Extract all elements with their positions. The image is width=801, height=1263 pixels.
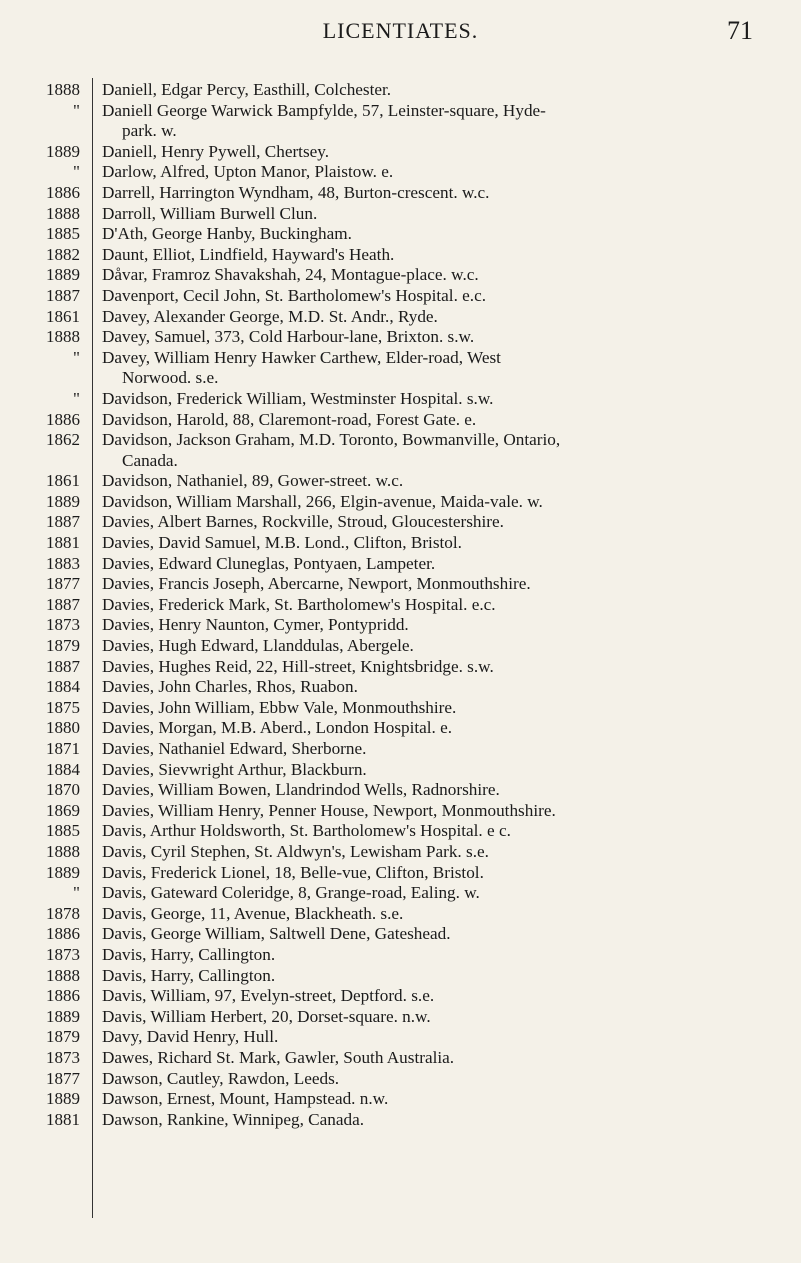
entry-text [102, 224, 782, 245]
entry-line: Davidson, Nathaniel, 89, Gower-street. w.c. [102, 471, 404, 491]
entry-line: Davey, William Henry Hawker Carthew, Elder-road, West [102, 347, 501, 367]
entry-year: " [73, 162, 80, 182]
entry-text [102, 615, 782, 636]
entry-line: Davis, Gateward Coleridge, 8, Grange-road, Ealing. w. [102, 883, 480, 903]
entry-line: Davidson, Frederick William, Westminster Hospital. s.w. [102, 388, 494, 408]
entry-row [0, 904, 801, 925]
entry-text [102, 286, 782, 307]
entry-line: Davis, Harry, Callington. [102, 965, 276, 985]
entry-line: Davis, George, 11, Avenue, Blackheath. s.e. [102, 903, 404, 923]
entry-year: 1878 [46, 903, 80, 923]
entry-row [0, 1110, 801, 1131]
entry-row [0, 986, 801, 1007]
entry-year: 1885 [46, 821, 80, 841]
entry-row [0, 471, 801, 492]
entry-year: " [73, 100, 80, 120]
entry-text [102, 245, 782, 266]
entry-row [0, 842, 801, 863]
entry-line: Dawes, Richard St. Mark, Gawler, South Australia. [102, 1047, 455, 1067]
entry-row [0, 1007, 801, 1028]
entry-year: 1889 [46, 141, 80, 161]
entry-text [102, 554, 782, 575]
entry-year: 1873 [46, 1047, 80, 1067]
entry-year: 1880 [46, 718, 80, 738]
entry-row [0, 966, 801, 987]
entry-line: Davis, George William, Saltwell Dene, Gateshead. [102, 924, 451, 944]
entry-line: Daunt, Elliot, Lindfield, Hayward's Heath. [102, 244, 395, 264]
entry-line: Davies, Nathaniel Edward, Sherborne. [102, 739, 367, 758]
entry-year: " [73, 347, 80, 367]
entry-row [0, 739, 801, 760]
entry-line: Darroll, William Burwell Clun. [102, 203, 318, 223]
entry-row [0, 204, 801, 225]
entry-line: Davies, Hughes Reid, 22, Hill-street, Knightsbridge. s.w. [102, 656, 494, 676]
entry-text [102, 842, 782, 863]
entry-row [0, 410, 801, 431]
entry-row [0, 533, 801, 554]
entry-row [0, 512, 801, 533]
entry-text [102, 739, 782, 760]
entry-line: Davey, Alexander George, M.D. St. Andr., Ryde. [102, 306, 438, 326]
entry-year: " [73, 883, 80, 903]
entry-row [0, 760, 801, 781]
entry-list [0, 80, 801, 1130]
entry-text [102, 348, 782, 389]
entry-year: 1886 [46, 182, 80, 202]
entry-text [102, 698, 782, 719]
entry-row [0, 265, 801, 286]
entry-year: 1886 [46, 409, 80, 429]
entry-text [102, 718, 782, 739]
entry-text [102, 863, 782, 884]
entry-text [102, 924, 782, 945]
entry-text [102, 204, 782, 225]
page-title: LICENTIATES. [322, 18, 479, 43]
entry-line: Dåvar, Framroz Shavakshah, 24, Montague-place. w.c. [102, 265, 479, 285]
entry-line: park. w. [122, 121, 177, 141]
entry-text [102, 101, 782, 142]
entry-text [102, 780, 782, 801]
entry-line: Davidson, Jackson Graham, M.D. Toronto, Bowmanville, Ontario, [102, 430, 561, 450]
entry-row [0, 224, 801, 245]
entry-year: 1861 [46, 306, 80, 326]
entry-year: 1884 [46, 677, 80, 697]
entry-text [102, 389, 782, 410]
entry-text [102, 904, 782, 925]
entry-row [0, 327, 801, 348]
entry-line: Daniell George Warwick Bampfylde, 57, Leinster-square, Hyde- [102, 100, 546, 120]
entry-row [0, 863, 801, 884]
entry-line: Davies, William Henry, Penner House, Newport, Monmouthshire. [102, 800, 556, 820]
entry-year: 1888 [46, 841, 80, 861]
entry-text [102, 986, 782, 1007]
entry-row [0, 698, 801, 719]
entry-row [0, 183, 801, 204]
entry-year: 1887 [46, 656, 80, 676]
entry-row [0, 80, 801, 101]
entry-row [0, 430, 801, 471]
entry-year: 1887 [46, 512, 80, 532]
entry-row [0, 389, 801, 410]
entry-text [102, 677, 782, 698]
entry-row [0, 142, 801, 163]
entry-text [102, 821, 782, 842]
entry-text [102, 1110, 782, 1131]
entry-row [0, 1027, 801, 1048]
entry-year: 1871 [46, 739, 80, 758]
entry-text [102, 1007, 782, 1028]
entry-row [0, 883, 801, 904]
entry-text [102, 183, 782, 204]
entry-year: 1869 [46, 800, 80, 820]
entry-text [102, 636, 782, 657]
entry-line: Darrell, Harrington Wyndham, 48, Burton-crescent. w.c. [102, 182, 490, 202]
entry-text [102, 801, 782, 822]
entry-year: 1886 [46, 986, 80, 1006]
entry-year: 1862 [46, 430, 80, 450]
entry-line: Norwood. s.e. [122, 368, 219, 388]
entry-text [102, 327, 782, 348]
entry-row [0, 636, 801, 657]
entry-year: 1889 [46, 1006, 80, 1026]
entry-row [0, 286, 801, 307]
entry-row [0, 657, 801, 678]
entry-text [102, 1089, 782, 1110]
entry-line: Davies, Francis Joseph, Abercarne, Newport, Monmouthshire. [102, 574, 531, 594]
entry-row [0, 348, 801, 389]
entry-text [102, 1048, 782, 1069]
entry-year: 1881 [46, 1109, 80, 1129]
entry-text [102, 883, 782, 904]
entry-year: 1888 [46, 965, 80, 985]
entry-line: Davis, William Herbert, 20, Dorset-square. n.w. [102, 1006, 431, 1026]
entry-year: 1881 [46, 533, 80, 553]
entry-line: Davies, Edward Cluneglas, Pontyaen, Lampeter. [102, 553, 436, 573]
entry-row [0, 101, 801, 142]
entry-line: Davey, Samuel, 373, Cold Harbour-lane, Brixton. s.w. [102, 327, 475, 347]
entry-line: Dawson, Cautley, Rawdon, Leeds. [102, 1068, 340, 1088]
entry-row [0, 780, 801, 801]
entry-year: 1889 [46, 491, 80, 511]
entry-text [102, 307, 782, 328]
entry-line: D'Ath, George Hanby, Buckingham. [102, 224, 352, 244]
entry-row [0, 718, 801, 739]
entry-year: 1873 [46, 615, 80, 635]
entry-year: 1889 [46, 265, 80, 285]
entry-line: Davies, John Charles, Rhos, Ruabon. [102, 677, 358, 697]
entry-year: 1870 [46, 780, 80, 800]
entry-line: Davis, Arthur Holdsworth, St. Bartholomew's Hospital. e c. [102, 821, 511, 841]
entry-year: 1888 [46, 203, 80, 223]
entry-text [102, 595, 782, 616]
entry-row [0, 924, 801, 945]
entry-text [102, 410, 782, 431]
entry-line: Davies, John William, Ebbw Vale, Monmouthshire. [102, 697, 457, 717]
entry-line: Darlow, Alfred, Upton Manor, Plaistow. e. [102, 162, 394, 182]
entry-text [102, 142, 782, 163]
entry-line: Daniell, Henry Pywell, Chertsey. [102, 141, 330, 161]
entry-text [102, 265, 782, 286]
entry-line: Davies, Hugh Edward, Llanddulas, Abergele. [102, 636, 414, 656]
entry-row [0, 821, 801, 842]
entry-text [102, 1027, 782, 1048]
entry-text [102, 512, 782, 533]
entry-year: 1889 [46, 1089, 80, 1109]
entry-line: Canada. [122, 450, 178, 470]
entry-year: 1884 [46, 759, 80, 779]
entry-text [102, 760, 782, 781]
entry-year: 1887 [46, 594, 80, 614]
entry-line: Daniell, Edgar Percy, Easthill, Colchester. [102, 80, 392, 99]
entry-line: Davies, David Samuel, M.B. Lond., Clifton, Bristol. [102, 533, 462, 553]
entry-text [102, 966, 782, 987]
entry-text [102, 574, 782, 595]
entry-row [0, 677, 801, 698]
entry-line: Davenport, Cecil John, St. Bartholomew's Hospital. e.c. [102, 285, 487, 305]
entry-line: Davis, Frederick Lionel, 18, Belle-vue, Clifton, Bristol. [102, 862, 484, 882]
entry-row [0, 615, 801, 636]
entry-text [102, 1069, 782, 1090]
entry-line: Davy, David Henry, Hull. [102, 1027, 279, 1047]
entry-line: Davidson, Harold, 88, Claremont-road, Forest Gate. e. [102, 409, 477, 429]
entry-year: 1888 [46, 327, 80, 347]
entry-year: 1875 [46, 697, 80, 717]
entry-line: Davis, William, 97, Evelyn-street, Deptford. s.e. [102, 986, 435, 1006]
entry-year: 1861 [46, 471, 80, 491]
entry-text [102, 430, 782, 471]
entry-text [102, 162, 782, 183]
entry-row [0, 492, 801, 513]
entry-year: 1888 [46, 80, 80, 99]
entry-line: Dawson, Ernest, Mount, Hampstead. n.w. [102, 1089, 389, 1109]
entry-row [0, 595, 801, 616]
entry-line: Davies, Morgan, M.B. Aberd., London Hospital. e. [102, 718, 453, 738]
entry-text [102, 945, 782, 966]
entry-row [0, 1089, 801, 1110]
entry-year: 1886 [46, 924, 80, 944]
page-header [0, 18, 801, 48]
entry-line: Davidson, William Marshall, 266, Elgin-avenue, Maida-vale. w. [102, 491, 543, 511]
entry-line: Davies, Frederick Mark, St. Bartholomew's Hospital. e.c. [102, 594, 496, 614]
entry-line: Davies, William Bowen, Llandrindod Wells, Radnorshire. [102, 780, 500, 800]
entry-row [0, 245, 801, 266]
entry-year: " [73, 388, 80, 408]
entry-row [0, 801, 801, 822]
entry-year: 1879 [46, 1027, 80, 1047]
entry-year: 1882 [46, 244, 80, 264]
entry-year: 1877 [46, 574, 80, 594]
entry-row [0, 1069, 801, 1090]
entry-row [0, 945, 801, 966]
entry-line: Davis, Cyril Stephen, St. Aldwyn's, Lewisham Park. s.e. [102, 841, 489, 861]
entry-row [0, 1048, 801, 1069]
entry-year: 1887 [46, 285, 80, 305]
entry-year: 1873 [46, 944, 80, 964]
page-number: 71 [727, 16, 753, 45]
entry-row [0, 574, 801, 595]
entry-year: 1877 [46, 1068, 80, 1088]
entry-row [0, 162, 801, 183]
entry-line: Dawson, Rankine, Winnipeg, Canada. [102, 1109, 364, 1129]
entry-year: 1889 [46, 862, 80, 882]
entry-year: 1885 [46, 224, 80, 244]
entry-text [102, 492, 782, 513]
entry-line: Davies, Henry Naunton, Cymer, Pontypridd. [102, 615, 409, 635]
entry-year: 1883 [46, 553, 80, 573]
entry-row [0, 307, 801, 328]
entry-text [102, 533, 782, 554]
entry-year: 1879 [46, 636, 80, 656]
entry-line: Davies, Sievwright Arthur, Blackburn. [102, 759, 367, 779]
entry-line: Davis, Harry, Callington. [102, 944, 276, 964]
entry-text [102, 471, 782, 492]
entry-text [102, 657, 782, 678]
entry-row [0, 554, 801, 575]
entry-line: Davies, Albert Barnes, Rockville, Stroud, Gloucestershire. [102, 512, 504, 532]
entry-text [102, 80, 782, 101]
